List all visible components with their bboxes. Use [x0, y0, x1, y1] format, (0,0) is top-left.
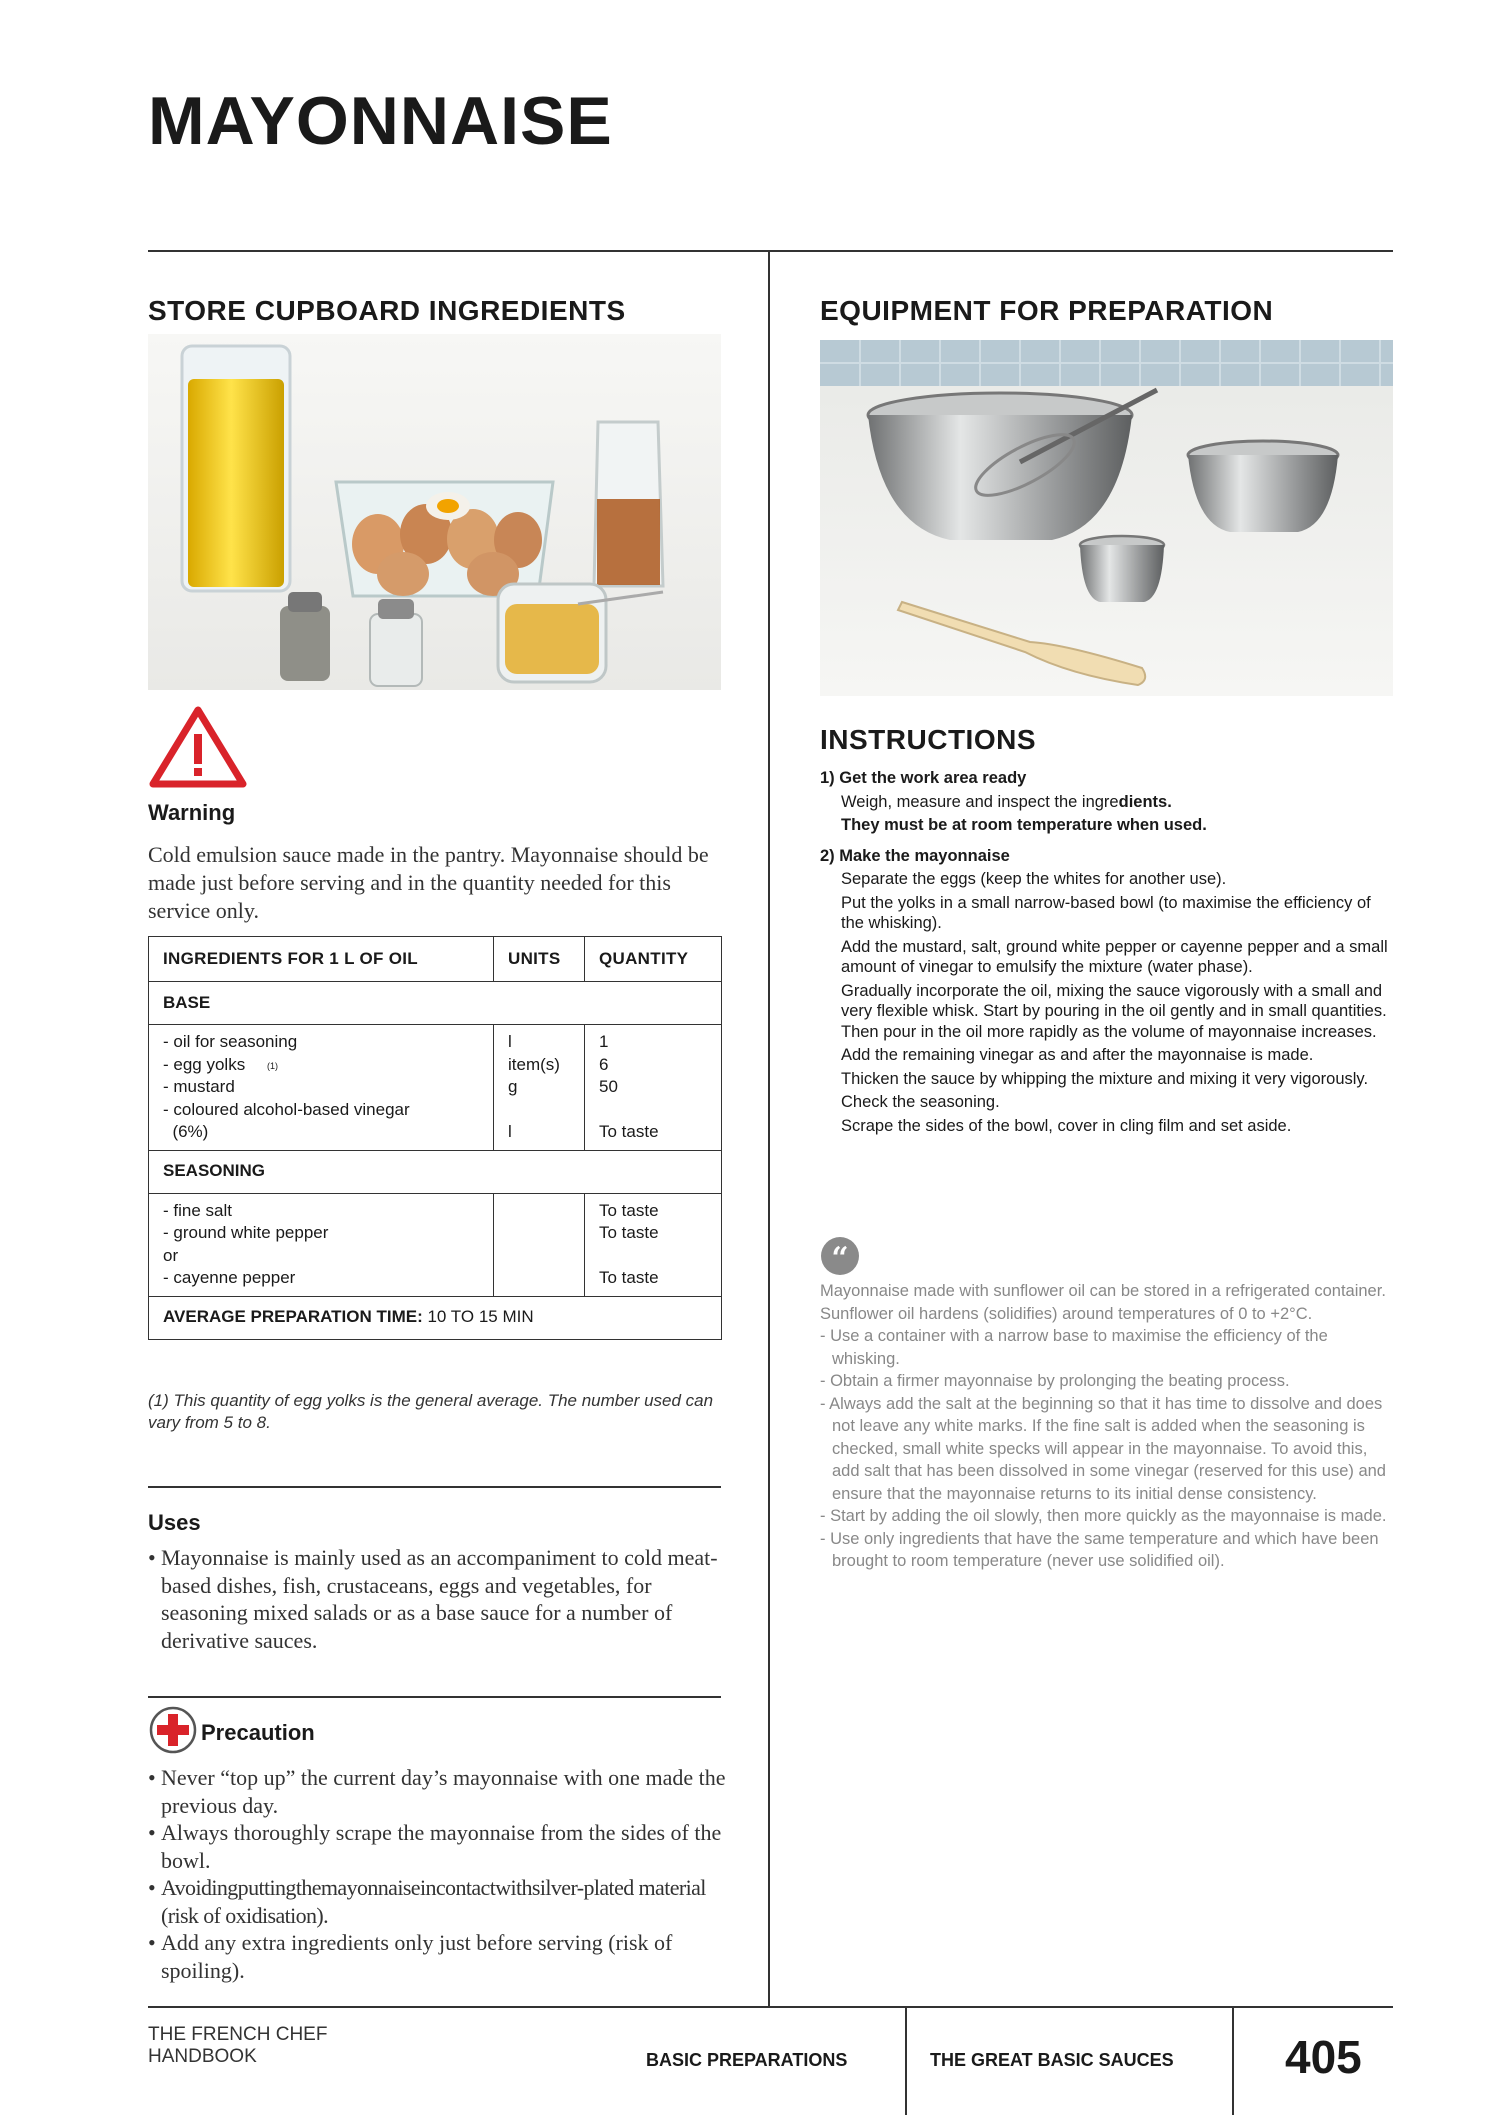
list-item: • Never “top up” the current day’s mayonnaise with one made the previous day.	[148, 1764, 728, 1819]
tip-item: - Use only ingredients that have the same temperature and which have been brought to room temperature (never use solidified oil).	[820, 1529, 1379, 1570]
preparation-time-label: AVERAGE PREPARATION TIME:	[163, 1307, 423, 1327]
tip-item: - Use a container with a narrow base to maximise the efficiency of the whisking.	[820, 1327, 1328, 1368]
top-rule	[148, 250, 1393, 252]
step-2-title: 2) Make the mayonnaise	[820, 846, 1010, 865]
step-1-title: 1) Get the work area ready	[820, 769, 1027, 787]
tip-item: - Obtain a firmer mayonnaise by prolonging the beating process.	[820, 1372, 1290, 1390]
quote-icon	[820, 1236, 860, 1276]
precaution-rule	[148, 1696, 721, 1698]
base-quantities: 1 6 50 To taste	[585, 1025, 722, 1151]
ingredients-table	[148, 936, 722, 1340]
instructions-heading: INSTRUCTIONS	[820, 724, 1036, 755]
red-cross-icon	[148, 1705, 198, 1755]
footer-section: BASIC PREPARATIONS	[646, 2050, 848, 2070]
step-2-line: Add the mustard, salt, ground white pepper or cayenne pepper and a small amount of vinegar to emulsify the mixture (water phase).	[841, 937, 1388, 976]
svg-text:“: “	[831, 1241, 849, 1276]
footer-divider-1	[905, 2006, 907, 2115]
preparation-time	[149, 1296, 722, 1339]
tips-intro: Mayonnaise made with sunflower oil can be stored in a refrigerated container. Sunflower oil hardens (solidifies) around temperatures of 0 to +2°C.	[820, 1282, 1386, 1323]
tips-section	[820, 1280, 1395, 1573]
page-number: 405	[1285, 2031, 1362, 2083]
step-2-line: Scrape the sides of the bowl, cover in cling film and set aside.	[841, 1116, 1292, 1135]
step-2-line: Add the remaining vinegar as and after the mayonnaise is made.	[841, 1046, 1314, 1064]
egg-yolk-footnote-ref: (1)	[267, 1061, 278, 1071]
page-title: MAYONNAISE	[148, 83, 613, 159]
step-1-note: They must be at room temperature when used.	[841, 816, 1207, 834]
list-item: • Always thoroughly scrape the mayonnaise from the sides of the bowl.	[148, 1819, 728, 1874]
base-items: - oil for seasoning - egg yolks - mustard - coloured alcohol-based vinegar (6%) (1)	[149, 1025, 494, 1151]
equipment-heading: EQUIPMENT FOR PREPARATION	[820, 295, 1274, 326]
footer-chapter: THE GREAT BASIC SAUCES	[930, 2050, 1174, 2070]
list-item: • Mayonnaise is mainly used as an accompaniment to cold meat-based dishes, fish, crustaceans, eggs and vegetables, for seasoning mixed salads or as a base sauce for a number of derivative sauces.	[148, 1544, 728, 1654]
precaution-label: Precaution	[201, 1720, 315, 1745]
egg-yolk-footnote: (1) This quantity of egg yolks is the general average. The number used can vary from 5 to 8.	[148, 1391, 714, 1432]
base-units: l item(s) g l	[494, 1025, 585, 1151]
step-1-line: Weigh, measure and inspect the ingredients.	[841, 792, 1172, 811]
step-2-line: Separate the eggs (keep the whites for another use).	[841, 870, 1227, 888]
uses-list	[148, 1544, 728, 1654]
table-section-base: BASE	[149, 982, 722, 1025]
uses-rule	[148, 1486, 721, 1488]
ingredients-photo	[148, 334, 721, 690]
footer-book-title: THE FRENCH CHEF HANDBOOK	[148, 2024, 328, 2067]
warning-label: Warning	[148, 800, 236, 825]
seasoning-quantities: To taste To taste To taste	[585, 1193, 722, 1296]
step-2-line: Thicken the sauce by whipping the mixture and mixing it very vigorously.	[841, 1069, 1369, 1088]
table-header-ingredients: INGREDIENTS FOR 1 L OF OIL	[149, 937, 494, 982]
table-section-seasoning: SEASONING	[149, 1150, 722, 1193]
tip-item: - Start by adding the oil slowly, then more quickly as the mayonnaise is made.	[820, 1507, 1387, 1525]
preparation-time-value: 10 TO 15 MIN	[427, 1307, 534, 1327]
ingredients-heading: STORE CUPBOARD INGREDIENTS	[148, 295, 626, 326]
footer-rule	[148, 2006, 1393, 2008]
step-2-line: Gradually incorporate the oil, mixing the sauce vigorously with a small and very flexible whisk. Start by pouring in the oil gently and in small quantities. Then pour in the oil more rapidly as the volume of mayonnaise increases.	[841, 981, 1387, 1041]
list-item: • Add any extra ingredients only just before serving (risk of spoiling).	[148, 1929, 728, 1984]
warning-icon	[148, 704, 248, 790]
equipment-photo	[820, 340, 1393, 696]
footer-divider-2	[1232, 2006, 1234, 2115]
step-2-line: Check the seasoning.	[841, 1093, 1000, 1111]
list-item: • Avoidingputtingthemayonnaiseincontactwithsilver-plated material (risk of oxidisation).	[148, 1874, 728, 1929]
tip-item: - Always add the salt at the beginning so that it has time to dissolve and does not leave any white marks. If the fine salt is added when the seasoning is checked, small white specks will appear in the mayonnaise. To avoid this, add salt that has been dissolved in some vinegar (reserved for this use) and ensure that the mayonnaise returns to its initial dense consistency.	[820, 1394, 1386, 1503]
step-2-line: Put the yolks in a small narrow-based bowl (to maximise the efficiency of the whisking).	[841, 893, 1371, 932]
table-header-units: UNITS	[494, 937, 585, 982]
warning-text: Cold emulsion sauce made in the pantry. Mayonnaise should be made just before serving and in the quantity needed for this service only.	[148, 842, 709, 923]
seasoning-units	[494, 1193, 585, 1296]
table-header-quantity: QUANTITY	[585, 937, 722, 982]
seasoning-items: - fine salt - ground white pepper or - cayenne pepper	[149, 1193, 494, 1296]
precaution-list	[148, 1764, 728, 1984]
column-divider	[768, 250, 770, 2007]
instructions-body	[820, 768, 1395, 1136]
uses-label: Uses	[148, 1510, 201, 1535]
